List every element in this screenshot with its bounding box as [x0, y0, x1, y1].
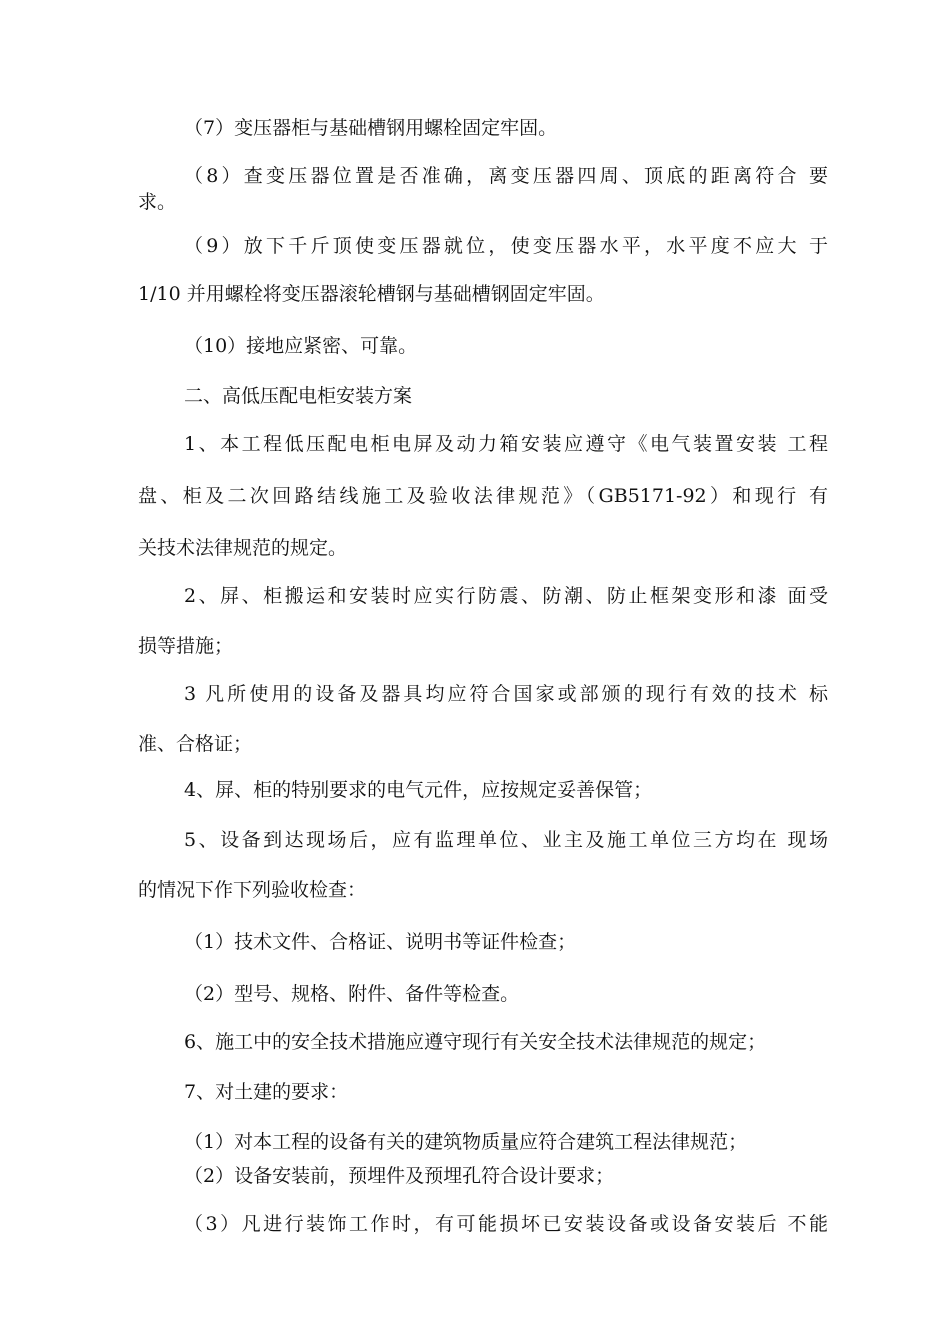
paragraph-line: 求。 — [138, 191, 177, 213]
paragraph-line: （1）对本工程的设备有关的建筑物质量应符合建筑工程法律规范； — [184, 1131, 748, 1153]
paragraph-line: 2、屏、柜搬运和安装时应实行防震、防潮、防止框架变形和漆 面受 — [184, 585, 828, 607]
paragraph-line: （2）型号、规格、附件、备件等检查。 — [184, 983, 520, 1005]
paragraph-line: 4、屏、柜的特别要求的电气元件，应按规定妥善保管； — [184, 779, 653, 801]
paragraph-line: 6、施工中的安全技术措施应遵守现行有关安全技术法律规范的规定； — [184, 1031, 767, 1053]
paragraph-line: 3 凡所使用的设备及器具均应符合国家或部颁的现行有效的技术 标 — [184, 683, 828, 705]
paragraph-line: （1）技术文件、合格证、说明书等证件检查； — [184, 931, 577, 953]
paragraph-line: （3）凡进行装饰工作时，有可能损坏已安装设备或设备安装后 不能 — [184, 1213, 828, 1235]
paragraph-line: 1/10 并用螺栓将变压器滚轮槽钢与基础槽钢固定牢固。 — [138, 283, 605, 305]
paragraph-line: （10）接地应紧密、可靠。 — [184, 335, 418, 357]
paragraph-line: （7）变压器柜与基础槽钢用螺栓固定牢固。 — [184, 117, 558, 139]
paragraph-line: 关技术法律规范的规定。 — [138, 537, 348, 559]
paragraph-line: （9）放下千斤顶使变压器就位，使变压器水平，水平度不应大 于 — [184, 235, 828, 257]
paragraph-line: 7、对土建的要求： — [184, 1081, 349, 1103]
paragraph-line: 的情况下作下列验收检查： — [138, 879, 367, 901]
paragraph-line: （8）查变压器位置是否准确，离变压器四周、顶底的距离符合 要 — [184, 165, 828, 187]
paragraph-line: 损等措施； — [138, 635, 234, 657]
paragraph-line: 5、设备到达现场后，应有监理单位、业主及施工单位三方均在 现场 — [184, 829, 828, 851]
paragraph-line: （2）设备安装前，预埋件及预埋孔符合设计要求； — [184, 1165, 615, 1187]
paragraph-line: 准、合格证； — [138, 733, 253, 755]
paragraph-line: 1、本工程低压配电柜电屏及动力箱安装应遵守《电气装置安装 工程 — [184, 433, 828, 455]
paragraph-line: 盘、柜及二次回路结线施工及验收法律规范》（GB5171-92）和现行 有 — [138, 485, 828, 507]
section-heading: 二、高低压配电柜安装方案 — [184, 385, 413, 407]
